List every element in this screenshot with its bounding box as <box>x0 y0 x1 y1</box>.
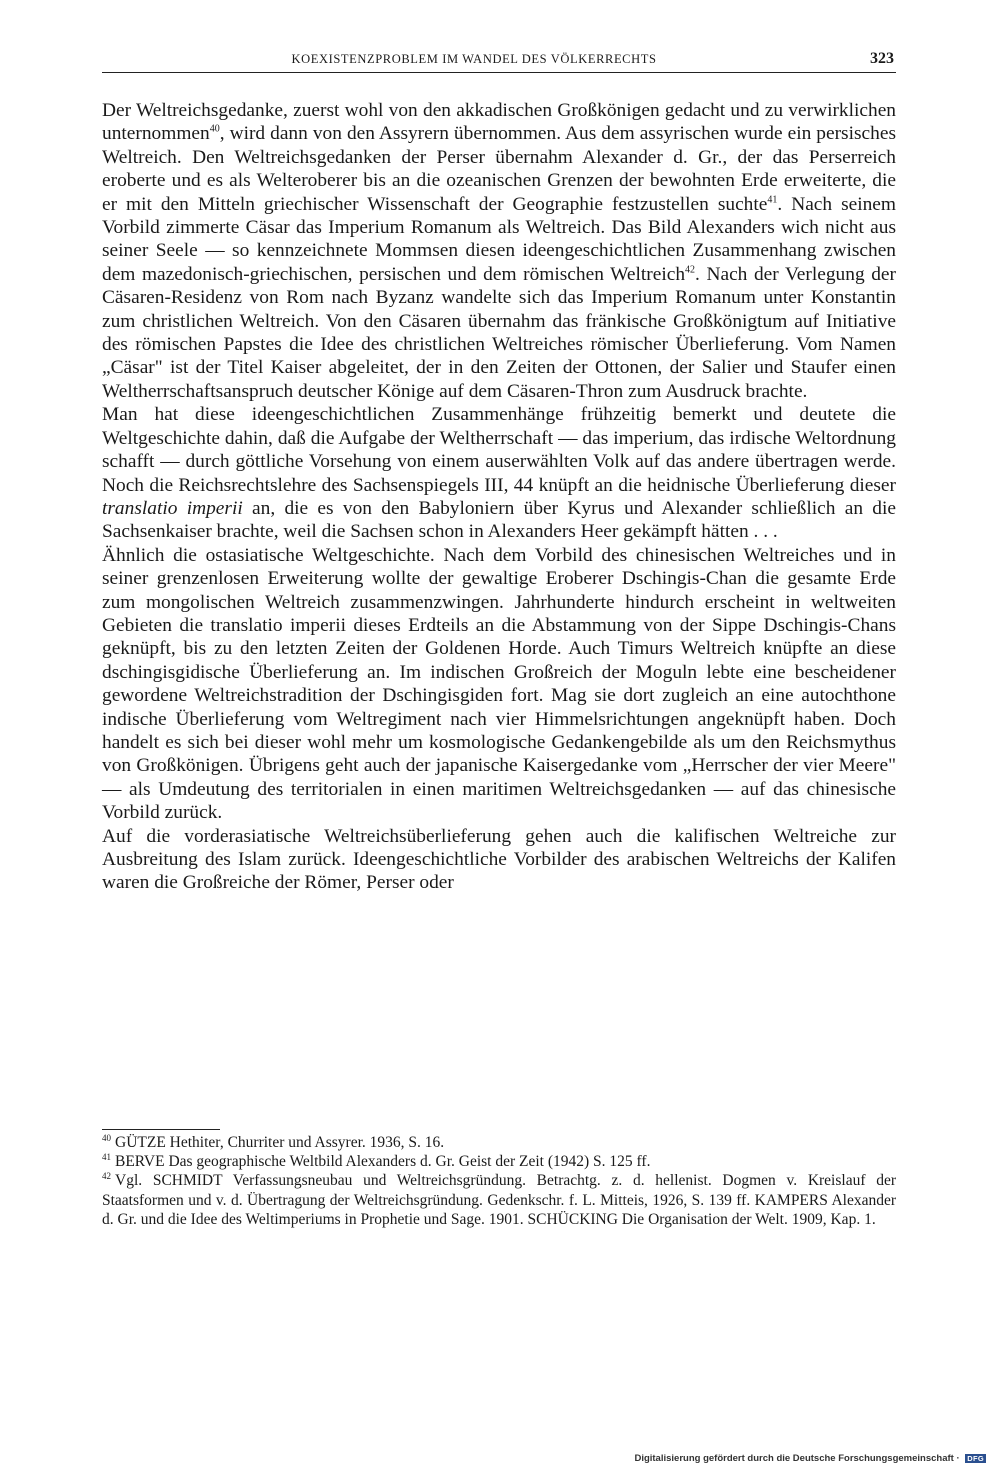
text-run: Ähnlich die ostasiatische Weltgeschichte. Nach dem Vorbild des chinesischen Weltreiches und in seiner grenzenlosen Erweiterung wollte der gewaltige Eroberer Dschingis-Chan die gesamte Erde zum mongolischen Weltreich zusammenzwingen. Jahrhunderte hindurch erscheint in weltweiten Gebieten die translatio imperii dieses Erdteils an die Abstammung von der Sippe Dschingis-Chans geknüpft, bis zu den letzten Zeiten der Goldenen Horde. Auch Timurs Weltreich knüpfte an diese dschingisgidische Überlieferung an. Im indischen Großreich der Moguln lebte eine bescheidener gewordene Weltreichstradition der Dschingisgiden fort. Mag sie dort zugleich an eine autochthone indische Überlieferung vom Weltregiment nach vier Himmelsrichtungen angeknüpft haben. Doch handelt es sich bei dieser wohl mehr um kosmologische Gedankengebilde als um den Reichsmythus von Großkönigen. Übrigens geht auch der japanische Kaisergedanke vom „Herrscher der vier Meere" — als Umdeutung des territorialen in einen maritimen Weltreichsgedanken — auf das chinesische Vorbild zurück. <box>102 544 896 824</box>
footnote-text: BERVE Das geographische Weltbild Alexanders d. Gr. Geist der Zeit (1942) S. 125 ff. <box>115 1153 651 1171</box>
footnote-number: 40 <box>102 1132 111 1143</box>
footnote-number: 41 <box>102 1152 111 1163</box>
credit-text: Digitalisierung gefördert durch die Deutsche Forschungsgemeinschaft <box>634 1453 954 1464</box>
text-run: . Nach seinem Vorbild zimmerte Cäsar das Imperium Romanum als Weltreich. Das Bild Alexanders wich nicht aus seiner Seele — so kennzeichnete Mommsen diesen ideengeschichtlichen Zusammenhang zwischen dem mazedonisch-griechischen, persischen und dem römischen Weltreich <box>102 193 896 285</box>
text-run: Auf die vorderasiatische Weltreichsüberlieferung gehen auch die kalifischen Weltreiche zur Ausbreitung des Islam zurück. Ideengeschichtliche Vorbilder des arabischen Weltreichs der Kalifen waren die Großreiche der Römer, Perser oder <box>102 825 896 894</box>
footnotes <box>102 1133 896 1229</box>
footnote-text: GÜTZE Hethiter, Churriter und Assyrer. 1936, S. 16. <box>115 1134 445 1151</box>
running-header <box>102 50 896 73</box>
text-run: Der Weltreichsgedanke, zuerst wohl von den akkadischen Großkönigen gedacht und zu verwirklichen unternommen <box>102 100 896 145</box>
footnote <box>102 1133 896 1152</box>
footnote-text: Vgl. SCHMIDT Verfassungsneubau und Weltreichsgründung. Betrachtg. z. d. hellenist. Dogmen v. Kreislauf der Staatsformen und v. d. Übertragung der Weltreichsgründung. Gedenkschr. f. L. Mitteis, 1926, S. 139 ff. KAMPERS Alexander d. Gr. und die Idee des Weltimperiums in Prophetie und Sage. 1901. SCHÜCKING Die Organisation der Welt. 1909, Kap. 1. <box>102 1172 896 1228</box>
footnote <box>102 1171 896 1229</box>
footnote-separator <box>102 1129 220 1130</box>
digitization-credit: Digitalisierung gefördert durch die Deutsche Forschungsgemeinschaft · DFG <box>634 1453 984 1464</box>
paragraph <box>102 544 896 825</box>
text-run: , wird dann von den Assyrern übernommen. Aus dem assyrischen wurde ein persisches Weltreich. Den Weltreichsgedanken der Perser übernahm Alexander d. Gr., der das Perserreich eroberte und es als Welteroberer bis an die ozeanischen Grenzen der bewohnten Erde erweiterte, die er mit den Mitteln griechischer Wissenschaft der Geographie festzustellen suchte <box>102 123 896 215</box>
footnote-reference: 42 <box>685 264 696 276</box>
text-run: . Nach der Verlegung der Cäsaren-Residenz von Rom nach Byzanz wandelte sich das Imperium Romanum unter Konstantin zum christlichen Weltreich. Von den Cäsaren übernahm das fränkische Großkönigtum auf Initiative des römischen Papstes die Idee des christlichen Weltreiches römischer Überlieferung. Vom Namen „Cäsar" ist der Titel Kaiser abgeleitet, der in den Zeiten der Ottonen, der Salier und Staufer einen Weltherrschaftsanspruch deutscher Könige auf dem Cäsaren-Thron zum Ausdruck brachte. <box>102 263 896 402</box>
dfg-logo: DFG <box>967 1453 984 1463</box>
page-number: 323 <box>870 50 894 67</box>
footnote-reference: 41 <box>767 194 778 206</box>
body-text <box>102 99 896 895</box>
footnote-number: 42 <box>102 1171 111 1182</box>
text-run: an, die es von den Babyloniern über Kyrus und Alexander schließlich an die Sachsenkaiser brachte, weil die Sachsen schon in Alexanders Heer gekämpft hätten . . . <box>102 497 896 543</box>
footnote <box>102 1152 896 1171</box>
footnote-reference: 40 <box>209 123 220 135</box>
paragraph <box>102 403 896 543</box>
paragraph <box>102 825 896 895</box>
italic-term: translatio imperii <box>102 497 243 519</box>
running-title: KOEXISTENZPROBLEM IM WANDEL DES VÖLKERRECHTS <box>291 52 657 66</box>
paragraph <box>102 99 896 403</box>
text-run: Man hat diese ideengeschichtlichen Zusammenhänge frühzeitig bemerkt und deutete die Weltgeschichte dahin, daß die Aufgabe der Weltherrschaft — das imperium, das irdische Weltordnung schafft — durch göttliche Vorsehung von einem auserwählten Volk auf das andere übertragen werde. Noch die Reichsrechtslehre des Sachsenspiegels III, 44 knüpft an die heidnische Überlieferung dieser <box>102 404 896 496</box>
